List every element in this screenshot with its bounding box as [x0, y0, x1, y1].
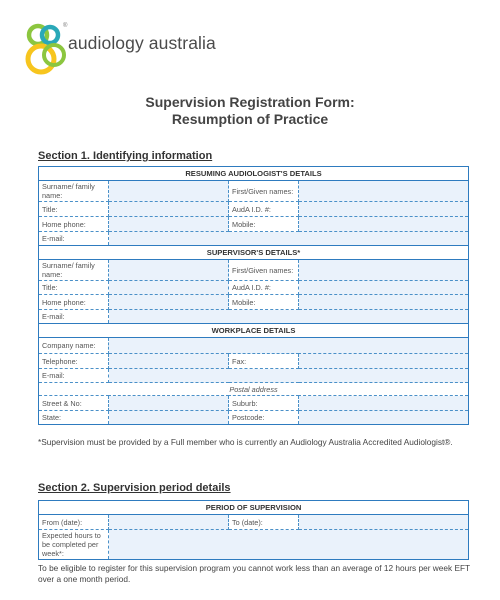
- suburb-field[interactable]: [299, 396, 469, 411]
- audiologist-title-field[interactable]: [109, 202, 229, 217]
- audiologist-surname-field[interactable]: [109, 181, 229, 202]
- company-name-field[interactable]: [109, 338, 469, 354]
- workplace-email-field[interactable]: [109, 369, 469, 383]
- fax-label: Fax:: [229, 354, 299, 369]
- supervisor-firstname-field[interactable]: [299, 260, 469, 281]
- resuming-audiologist-header: RESUMING AUDIOLOGIST'S DETAILS: [39, 167, 469, 181]
- audiologist-auda-id-field[interactable]: [299, 202, 469, 217]
- street-field[interactable]: [109, 396, 229, 411]
- eligibility-footnote: To be eligible to register for this supervision program you cannot work less than an average of 12 hours per week EFT over a one month period.: [38, 563, 470, 584]
- section-1-heading: Section 1. Identifying information: [38, 150, 213, 162]
- expected-hours-field[interactable]: [109, 530, 469, 560]
- surname-label: Surname/ family name:: [39, 181, 109, 202]
- identifying-information-table: [38, 166, 469, 425]
- to-date-label: To (date):: [229, 515, 299, 530]
- telephone-label: Telephone:: [39, 354, 109, 369]
- email-label: E-mail:: [39, 369, 109, 383]
- auda-id-label: AudA I.D. #:: [229, 202, 299, 217]
- expected-hours-label: Expected hours to be completed per week*:: [39, 530, 109, 560]
- supervisor-email-field[interactable]: [109, 310, 469, 324]
- firstname-label: First/Given names:: [229, 260, 299, 281]
- to-date-field[interactable]: [299, 515, 469, 530]
- supervisor-mobile-field[interactable]: [299, 295, 469, 310]
- workplace-fax-field[interactable]: [299, 354, 469, 369]
- page-subtitle: Resumption of Practice: [171, 111, 329, 127]
- supervisor-title-field[interactable]: [109, 281, 229, 295]
- postal-address-label: Postal address: [39, 383, 469, 396]
- title-label: Title:: [39, 202, 109, 217]
- surname-label: Surname/ family name:: [39, 260, 109, 281]
- audiologist-firstname-field[interactable]: [299, 181, 469, 202]
- supervision-period-table: [38, 500, 469, 560]
- page-title: Supervision Registration Form:: [145, 94, 355, 110]
- home-phone-label: Home phone:: [39, 217, 109, 232]
- audiologist-email-field[interactable]: [109, 232, 469, 246]
- audiologist-home-phone-field[interactable]: [109, 217, 229, 232]
- period-of-supervision-header: PERIOD OF SUPERVISION: [39, 501, 469, 515]
- email-label: E-mail:: [39, 232, 109, 246]
- title-label: Title:: [39, 281, 109, 295]
- company-name-label: Company name:: [39, 338, 109, 354]
- workplace-telephone-field[interactable]: [109, 354, 229, 369]
- from-date-label: From (date):: [39, 515, 109, 530]
- supervisor-home-phone-field[interactable]: [109, 295, 229, 310]
- from-date-field[interactable]: [109, 515, 229, 530]
- logo-text: audiology australia: [68, 33, 216, 53]
- supervisor-details-header: SUPERVISOR'S DETAILS*: [39, 246, 469, 260]
- audiologist-mobile-field[interactable]: [299, 217, 469, 232]
- auda-id-label: AudA I.D. #:: [229, 281, 299, 295]
- mobile-label: Mobile:: [229, 295, 299, 310]
- postcode-field[interactable]: [299, 411, 469, 425]
- firstname-label: First/Given names:: [229, 181, 299, 202]
- workplace-details-header: WORKPLACE DETAILS: [39, 324, 469, 338]
- state-label: State:: [39, 411, 109, 425]
- postcode-label: Postcode:: [229, 411, 299, 425]
- supervisor-auda-id-field[interactable]: [299, 281, 469, 295]
- home-phone-label: Home phone:: [39, 295, 109, 310]
- supervisor-footnote: *Supervision must be provided by a Full member who is currently an Audiology Australia Accredited Audiologist®.: [38, 437, 453, 447]
- supervisor-surname-field[interactable]: [109, 260, 229, 281]
- suburb-label: Suburb:: [229, 396, 299, 411]
- email-label: E-mail:: [39, 310, 109, 324]
- street-label: Street & No:: [39, 396, 109, 411]
- state-field[interactable]: [109, 411, 229, 425]
- mobile-label: Mobile:: [229, 217, 299, 232]
- section-2-heading: Section 2. Supervision period details: [38, 482, 231, 494]
- logo-registered-mark: ®: [63, 23, 68, 29]
